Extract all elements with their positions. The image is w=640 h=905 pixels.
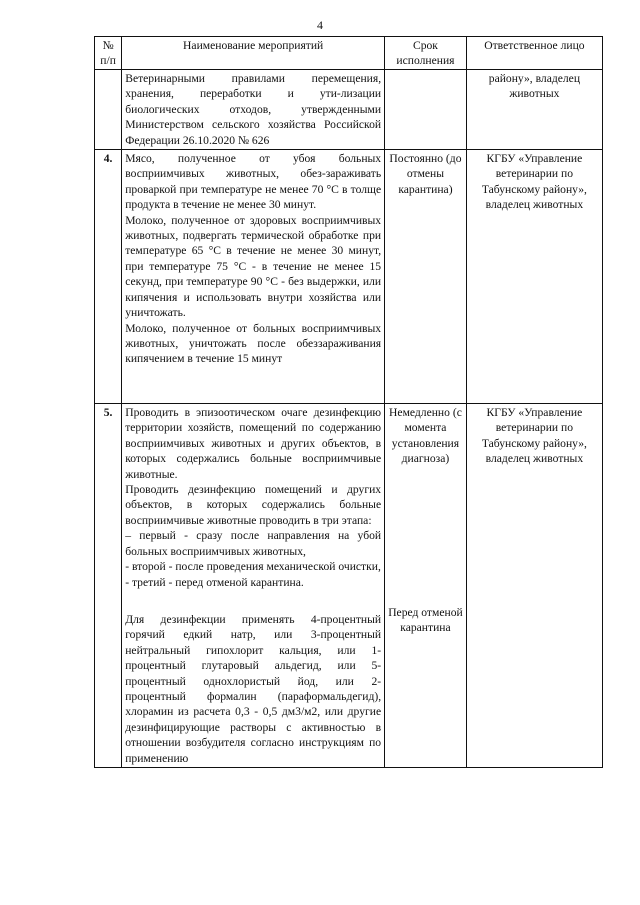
row-measures bbox=[122, 150, 385, 404]
header-responsible: Ответственное лицо bbox=[466, 37, 602, 70]
measure-text: – первый - сразу после направления на убой больных восприимчивых животных, bbox=[125, 529, 382, 558]
row-responsible: КГБУ «Управление ветеринарии по Табунскому району», владелец животных bbox=[466, 150, 602, 404]
row-measures bbox=[122, 70, 385, 150]
row-term bbox=[385, 70, 467, 150]
header-measures: Наименование мероприятий bbox=[122, 37, 385, 70]
term-text: Немедленно (с момента установления диагноза) bbox=[389, 406, 462, 466]
row-number bbox=[95, 70, 122, 150]
measure-text: Для дезинфекции применять 4-процентный горячий едкий натр, или 3-процентный нейтральный гипохлорит кальция, или 1-процентный глутаровый альдегид, или 5-процентный однохлористый йод, или 2-процентный формалин (параформальдегид), хлорамин из расчета 0,3 - 0,5 дм3/м2, или другие дезинфицирующие растворы с активностью в отношении возбудителя согласно инструкциям по применению bbox=[125, 612, 382, 765]
row-term bbox=[385, 404, 467, 768]
row-responsible: району», владелец животных bbox=[466, 70, 602, 150]
table-header-row bbox=[95, 37, 603, 70]
page-number: 4 bbox=[317, 18, 323, 32]
row-measures bbox=[122, 404, 385, 768]
term-text: Перед отменой карантина bbox=[388, 605, 463, 635]
measures-table bbox=[94, 36, 603, 768]
term-text: Постоянно (до отмены карантина) bbox=[389, 152, 462, 196]
row-number: 4. bbox=[95, 150, 122, 404]
measure-text: Проводить дезинфекцию помещений и других объектов, в которых содержались больные восприимчивые животные проводить в три этапа: bbox=[125, 483, 382, 527]
table-row bbox=[95, 150, 603, 404]
row-number: 5. bbox=[95, 404, 122, 768]
header-number: № п/п bbox=[95, 37, 122, 70]
measure-text: Мясо, полученное от убоя больных восприимчивых животных, обез-зараживать проваркой при температуре не менее 70 °С в толще продукта в течение не менее 30 минут. bbox=[125, 152, 382, 212]
measure-text: - третий - перед отменой карантина. bbox=[125, 575, 304, 589]
table-row bbox=[95, 404, 603, 768]
header-term: Срок исполнения bbox=[385, 37, 467, 70]
measure-text: Молоко, полученное от больных восприимчивых животных, уничтожать после обеззараживания кипячением в течение 15 минут bbox=[125, 321, 382, 366]
measure-text: - второй - после проведения механической очистки, bbox=[125, 560, 381, 574]
measure-text: Проводить в эпизоотическом очаге дезинфекцию территории хозяйств, помещений по содержанию восприимчивых животных и других объектов, в которых содержались больные восприимчивые животные. bbox=[125, 406, 382, 481]
measure-text: Ветеринарными правилами перемещения, хранения, переработки и ути-лизации биологических отходов, утвержденными Министерством сельского хозяйства Российской Федерации 26.10.2020 № 626 bbox=[125, 72, 382, 147]
row-responsible: КГБУ «Управление ветеринарии по Табунскому району», владелец животных bbox=[466, 404, 602, 768]
table-row bbox=[95, 70, 603, 150]
measure-text: Молоко, полученное от здоровых восприимчивых животных, подвергать термической обработке при температуре 65 °С в течение не менее 30 минут, при температуре 75 °С - в течение не менее 15 секунд, при температуре 90 °С - без выдержки, или кипячения и использовать внутри хозяйства или уничтожать. bbox=[125, 213, 382, 320]
row-term bbox=[385, 150, 467, 404]
